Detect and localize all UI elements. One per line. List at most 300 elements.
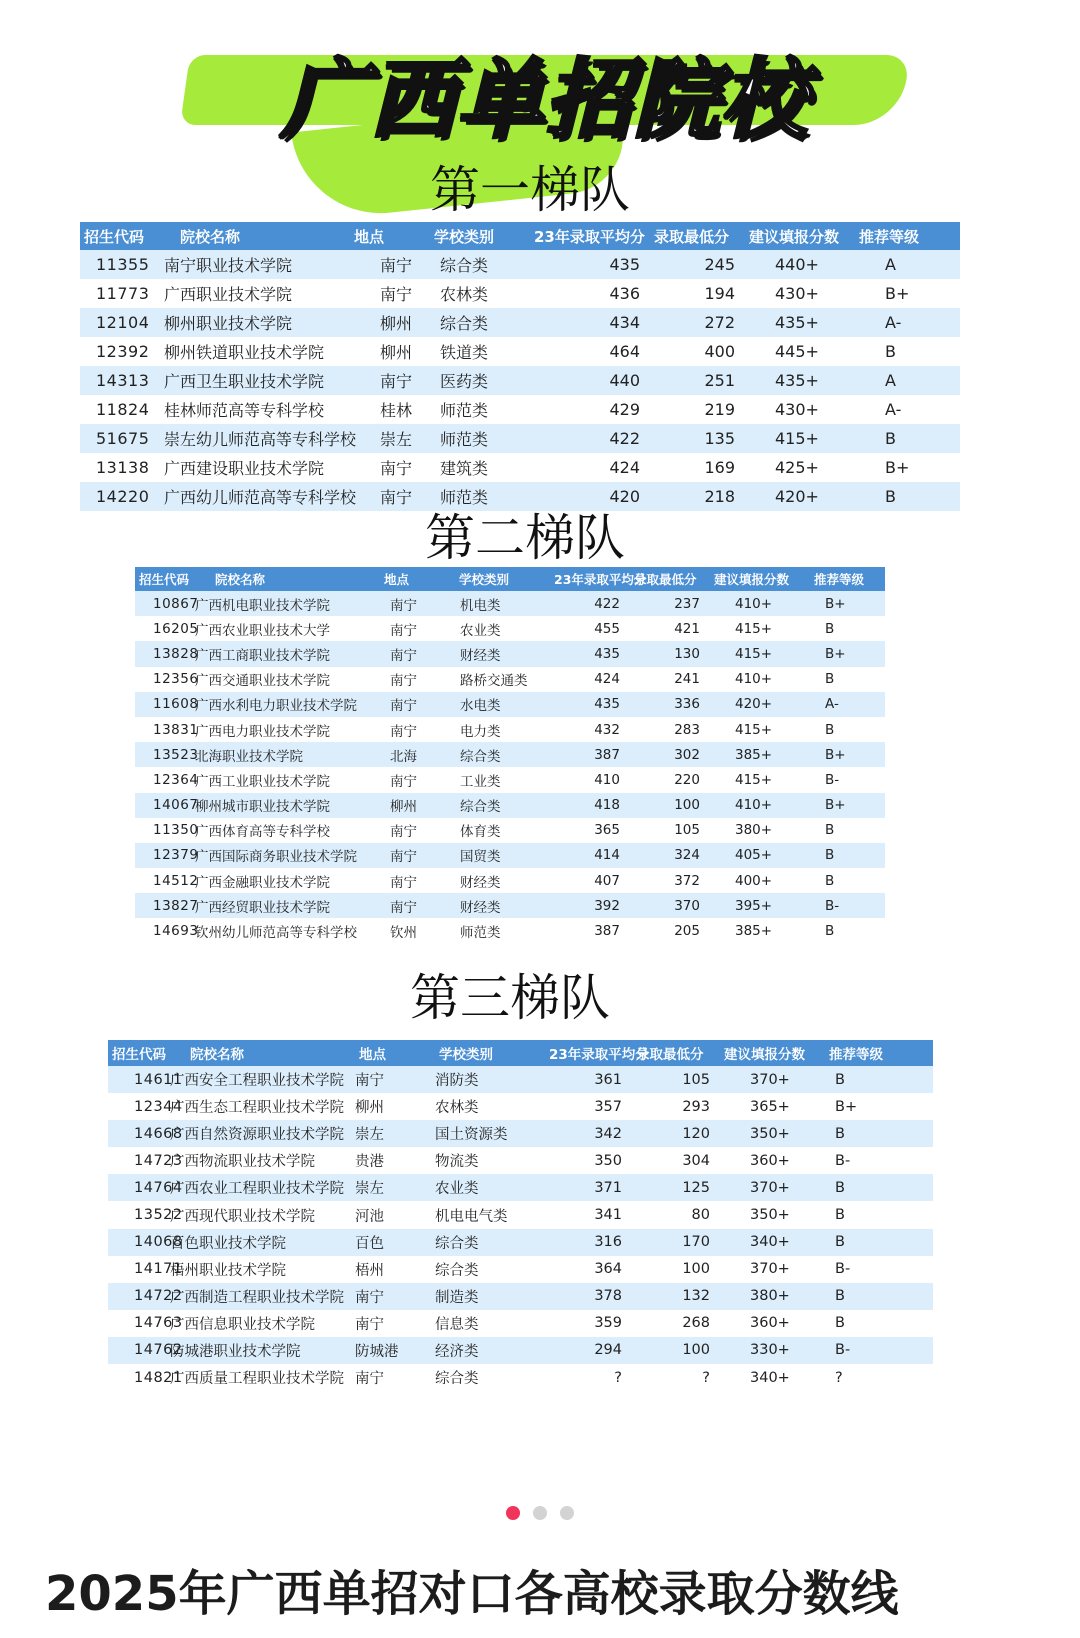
cell-min-score: 100: [674, 797, 700, 814]
cell-code: 14722: [134, 1288, 183, 1305]
cell-avg-score: ?: [614, 1369, 622, 1386]
cell-suggested-score: 415+: [735, 771, 773, 788]
cell-location: 南宁: [380, 372, 413, 391]
cell-min-score: 272: [704, 313, 735, 332]
cell-min-score: 293: [682, 1098, 710, 1115]
cell-category: 师范类: [440, 488, 489, 507]
cell-min-score: 125: [682, 1179, 710, 1196]
cell-location: 南宁: [390, 824, 417, 841]
carousel-dot-2[interactable]: [533, 1506, 547, 1520]
cell-avg-score: 407: [594, 872, 620, 889]
cell-suggested-score: 370+: [750, 1261, 790, 1278]
cell-min-score: 120: [682, 1125, 710, 1142]
cell-suggested-score: 350+: [750, 1207, 790, 1224]
cell-suggested-score: 380+: [750, 1288, 790, 1305]
cell-code: 14668: [134, 1125, 183, 1142]
cell-avg-score: 410: [594, 771, 620, 788]
cell-min-score: 302: [674, 746, 700, 763]
column-header-code: 招生代码: [84, 227, 145, 246]
cell-category: 财经类: [460, 874, 501, 891]
cell-grade: A-: [885, 313, 902, 332]
table-row: [108, 1201, 933, 1228]
cell-code: 14068: [134, 1234, 183, 1251]
cell-suggested-score: 410+: [735, 671, 773, 688]
cell-category: 信息类: [435, 1316, 479, 1333]
cell-avg-score: 371: [594, 1179, 622, 1196]
cell-suggested-score: 410+: [735, 595, 773, 612]
table-row: [80, 424, 960, 453]
cell-school-name: 广西安全工程职业技术学院: [170, 1073, 344, 1090]
cell-suggested-score: 385+: [735, 746, 773, 763]
table-row: [80, 366, 960, 395]
cell-location: 南宁: [390, 723, 417, 740]
cell-category: 电力类: [460, 723, 501, 740]
cell-location: 南宁: [390, 597, 417, 614]
cell-min-score: 304: [682, 1152, 710, 1169]
table-row: [135, 767, 885, 792]
cell-avg-score: 436: [609, 284, 640, 303]
cell-min-score: 105: [682, 1071, 710, 1088]
cell-suggested-score: 420+: [775, 487, 819, 506]
cell-min-score: 130: [674, 645, 700, 662]
cell-grade: A: [885, 371, 896, 390]
cell-avg-score: 361: [594, 1071, 622, 1088]
column-header-min-score: 录取最低分: [636, 1047, 704, 1063]
cell-category: 综合类: [435, 1262, 479, 1279]
column-header-code: 招生代码: [139, 572, 190, 587]
cell-avg-score: 422: [594, 595, 620, 612]
cell-code: 14693: [153, 923, 199, 940]
cell-location: 崇左: [355, 1181, 384, 1198]
cell-suggested-score: 435+: [775, 313, 819, 332]
cell-avg-score: 455: [594, 620, 620, 637]
column-header-school-name: 院校名称: [215, 572, 266, 587]
cell-school-name: 广西水利电力职业技术学院: [195, 698, 357, 715]
table-row: [108, 1147, 933, 1174]
table-row: [135, 742, 885, 767]
cell-location: 梧州: [355, 1262, 384, 1279]
cell-category: 制造类: [435, 1289, 479, 1306]
cell-school-name: 广西职业技术学院: [164, 285, 293, 304]
cell-min-score: 219: [704, 400, 735, 419]
cell-location: 北海: [390, 748, 417, 765]
cell-school-name: 广西机电职业技术学院: [195, 597, 330, 614]
column-header-suggested-score: 建议填报分数: [724, 1047, 805, 1063]
cell-suggested-score: 430+: [775, 284, 819, 303]
cell-grade: B+: [825, 797, 846, 814]
cell-school-name: 广西质量工程职业技术学院: [170, 1371, 344, 1388]
cell-category: 机电类: [460, 597, 501, 614]
cell-category: 国土资源类: [435, 1127, 508, 1144]
cell-school-name: 广西幼儿师范高等专科学校: [164, 488, 357, 507]
cell-code: 14512: [153, 872, 199, 889]
cell-category: 路桥交通类: [460, 673, 528, 690]
cell-suggested-score: 435+: [775, 371, 819, 390]
cell-school-name: 广西工业职业技术学院: [195, 773, 330, 790]
cell-avg-score: 341: [594, 1207, 622, 1224]
cell-suggested-score: 385+: [735, 923, 773, 940]
cell-min-score: 194: [704, 284, 735, 303]
cell-school-name: 梧州职业技术学院: [170, 1262, 286, 1279]
cell-code: 12379: [153, 847, 199, 864]
cell-location: 柳州: [380, 343, 413, 362]
table-row: [135, 692, 885, 717]
cell-suggested-score: 370+: [750, 1071, 790, 1088]
table-row: [135, 818, 885, 843]
tier-3-table: [108, 1040, 933, 1391]
cell-grade: B: [835, 1288, 845, 1305]
cell-location: 南宁: [390, 849, 417, 866]
cell-location: 贵港: [355, 1154, 384, 1171]
cell-grade: B: [835, 1207, 845, 1224]
cell-grade: B-: [825, 771, 840, 788]
cell-category: 财经类: [460, 899, 501, 916]
cell-school-name: 广西体育高等专科学校: [195, 824, 330, 841]
cell-school-name: 柳州铁道职业技术学院: [164, 343, 325, 362]
cell-avg-score: 378: [594, 1288, 622, 1305]
cell-category: 农业类: [435, 1181, 479, 1198]
table-row: [135, 918, 885, 943]
cell-avg-score: 350: [594, 1152, 622, 1169]
cell-school-name: 崇左幼儿师范高等专科学校: [164, 430, 357, 449]
cell-school-name: 广西经贸职业技术学院: [195, 899, 330, 916]
cell-school-name: 广西农业职业技术大学: [195, 622, 330, 639]
cell-min-score: 421: [674, 620, 700, 637]
column-header-min-score: 录取最低分: [654, 227, 730, 246]
cell-avg-score: 357: [594, 1098, 622, 1115]
cell-suggested-score: 445+: [775, 342, 819, 361]
cell-location: 钦州: [390, 925, 417, 942]
cell-avg-score: 359: [594, 1315, 622, 1332]
table-header: [135, 567, 885, 591]
cell-location: 桂林: [380, 401, 413, 420]
cell-avg-score: 387: [594, 746, 620, 763]
cell-suggested-score: 420+: [735, 696, 773, 713]
cell-avg-score: 435: [609, 255, 640, 274]
cell-school-name: 广西金融职业技术学院: [195, 874, 330, 891]
cell-code: 12344: [134, 1098, 183, 1115]
table-row: [135, 843, 885, 868]
column-header-grade: 推荐等级: [829, 1047, 883, 1063]
cell-avg-score: 294: [594, 1342, 622, 1359]
cell-location: 南宁: [355, 1316, 384, 1333]
table-row: [108, 1066, 933, 1093]
tier-1-title: 第一梯队: [430, 161, 630, 219]
cell-grade: B+: [825, 746, 846, 763]
cell-min-score: 336: [674, 696, 700, 713]
cell-category: 农林类: [440, 285, 489, 304]
cell-school-name: 百色职业技术学院: [170, 1235, 286, 1252]
column-header-avg-score: 23年录取平均分: [549, 1047, 649, 1063]
cell-avg-score: 432: [594, 721, 620, 738]
cell-min-score: 372: [674, 872, 700, 889]
cell-location: 南宁: [390, 773, 417, 790]
cell-suggested-score: 410+: [735, 797, 773, 814]
column-header-location: 地点: [359, 1047, 386, 1063]
cell-school-name: 广西农业工程职业技术学院: [170, 1181, 344, 1198]
column-header-grade: 推荐等级: [859, 227, 920, 246]
cell-avg-score: 424: [594, 671, 620, 688]
cell-school-name: 广西卫生职业技术学院: [164, 372, 325, 391]
cell-suggested-score: 360+: [750, 1152, 790, 1169]
cell-grade: B: [825, 721, 835, 738]
cell-avg-score: 364: [594, 1261, 622, 1278]
cell-school-name: 广西制造工程职业技术学院: [170, 1289, 344, 1306]
cell-code: 14313: [96, 371, 150, 390]
cell-min-score: 370: [674, 897, 700, 914]
cell-grade: B: [835, 1071, 845, 1088]
cell-min-score: 132: [682, 1288, 710, 1305]
cell-category: 经济类: [435, 1343, 479, 1360]
table-row: [80, 453, 960, 482]
cell-code: 51675: [96, 429, 150, 448]
cell-category: 综合类: [460, 799, 501, 816]
cell-grade: B-: [835, 1152, 851, 1169]
cell-grade: B: [885, 429, 896, 448]
tier-3-title: 第三梯队: [410, 969, 610, 1027]
cell-avg-score: 422: [609, 429, 640, 448]
cell-code: 14611: [134, 1071, 183, 1088]
table-row: [135, 641, 885, 666]
cell-grade: B: [835, 1315, 845, 1332]
cell-grade: B: [835, 1125, 845, 1142]
cell-min-score: 241: [674, 671, 700, 688]
cell-grade: B: [825, 822, 835, 839]
column-header-avg-score: 23年录取平均分: [534, 227, 645, 246]
column-header-code: 招生代码: [112, 1047, 166, 1063]
column-header-min-score: 录取最低分: [634, 572, 697, 587]
cell-location: 南宁: [380, 285, 413, 304]
cell-min-score: 80: [691, 1207, 710, 1224]
table-row: [135, 893, 885, 918]
cell-min-score: ?: [702, 1369, 710, 1386]
cell-grade: B+: [825, 595, 846, 612]
cell-code: 11350: [153, 822, 199, 839]
cell-grade: B-: [835, 1261, 851, 1278]
cell-code: 12392: [96, 342, 150, 361]
cell-category: 综合类: [435, 1235, 479, 1252]
tier-1-table: [80, 222, 960, 511]
cell-suggested-score: 330+: [750, 1342, 790, 1359]
cell-school-name: 柳州城市职业技术学院: [195, 799, 330, 816]
cell-school-name: 广西生态工程职业技术学院: [170, 1100, 344, 1117]
cell-suggested-score: 365+: [750, 1098, 790, 1115]
cell-school-name: 南宁职业技术学院: [164, 256, 293, 275]
column-header-category: 学校类别: [439, 1047, 493, 1063]
cell-school-name: 钦州幼儿师范高等专科学校: [195, 925, 357, 942]
cell-school-name: 广西物流职业技术学院: [170, 1154, 315, 1171]
cell-grade: B: [825, 671, 835, 688]
cell-grade: B: [835, 1234, 845, 1251]
cell-category: 物流类: [435, 1154, 479, 1171]
cell-avg-score: 342: [594, 1125, 622, 1142]
cell-location: 柳州: [355, 1100, 384, 1117]
cell-category: 体育类: [460, 824, 501, 841]
cell-avg-score: 414: [594, 847, 620, 864]
cell-suggested-score: 370+: [750, 1179, 790, 1196]
table-row: [135, 868, 885, 893]
cell-avg-score: 424: [609, 458, 640, 477]
cell-suggested-score: 395+: [735, 897, 773, 914]
cell-grade: A: [885, 255, 896, 274]
cell-code: 13138: [96, 458, 150, 477]
cell-category: 师范类: [440, 430, 489, 449]
cell-school-name: 柳州职业技术学院: [164, 314, 293, 333]
cell-location: 柳州: [390, 799, 417, 816]
table-header: [108, 1040, 933, 1066]
cell-school-name: 桂林师范高等专科学校: [164, 401, 325, 420]
cell-min-score: 245: [704, 255, 735, 274]
carousel-dot-1[interactable]: [506, 1506, 520, 1520]
cell-category: 农林类: [435, 1100, 479, 1117]
cell-code: 14723: [134, 1152, 183, 1169]
cell-category: 水电类: [460, 698, 501, 715]
banner-title: 广西单招院校: [281, 50, 809, 150]
cell-suggested-score: 360+: [750, 1315, 790, 1332]
cell-grade: B: [825, 620, 835, 637]
cell-category: 财经类: [460, 647, 501, 664]
cell-code: 14762: [134, 1342, 183, 1359]
table-row: [135, 591, 885, 616]
cell-grade: B: [835, 1179, 845, 1196]
cell-location: 河池: [355, 1208, 384, 1225]
cell-suggested-score: 405+: [735, 847, 773, 864]
cell-avg-score: 464: [609, 342, 640, 361]
cell-location: 南宁: [355, 1371, 384, 1388]
cell-code: 14763: [134, 1315, 183, 1332]
cell-avg-score: 435: [594, 645, 620, 662]
cell-suggested-score: 425+: [775, 458, 819, 477]
cell-code: 12104: [96, 313, 150, 332]
cell-min-score: 218: [704, 487, 735, 506]
cell-code: 13828: [153, 645, 199, 662]
cell-code: 16205: [153, 620, 199, 637]
cell-category: 综合类: [440, 256, 489, 275]
cell-code: 14171: [134, 1261, 183, 1278]
cell-suggested-score: 415+: [735, 645, 773, 662]
cell-grade: B: [825, 847, 835, 864]
cell-code: 14821: [134, 1369, 183, 1386]
table-row: [135, 793, 885, 818]
cell-min-score: 100: [682, 1261, 710, 1278]
table-row: [108, 1337, 933, 1364]
cell-min-score: 205: [674, 923, 700, 940]
cell-category: 消防类: [435, 1073, 479, 1090]
cell-avg-score: 365: [594, 822, 620, 839]
column-header-suggested-score: 建议填报分数: [749, 227, 840, 246]
cell-suggested-score: 415+: [735, 620, 773, 637]
cell-grade: B-: [825, 897, 840, 914]
cell-code: 14220: [96, 487, 150, 506]
cell-school-name: 广西自然资源职业技术学院: [170, 1127, 344, 1144]
cell-suggested-score: 340+: [750, 1369, 790, 1386]
cell-min-score: 105: [674, 822, 700, 839]
cell-avg-score: 440: [609, 371, 640, 390]
column-header-category: 学校类别: [459, 572, 510, 587]
cell-category: 综合类: [460, 748, 501, 765]
cell-category: 工业类: [460, 773, 501, 790]
table-row: [108, 1364, 933, 1391]
cell-min-score: 324: [674, 847, 700, 864]
cell-avg-score: 435: [594, 696, 620, 713]
cell-avg-score: 316: [594, 1234, 622, 1251]
cell-location: 南宁: [355, 1289, 384, 1306]
column-header-grade: 推荐等级: [814, 572, 865, 587]
cell-suggested-score: 380+: [735, 822, 773, 839]
cell-category: 铁道类: [440, 343, 489, 362]
carousel-dot-3[interactable]: [560, 1506, 574, 1520]
cell-min-score: 169: [704, 458, 735, 477]
cell-category: 农业类: [460, 622, 501, 639]
cell-category: 师范类: [440, 401, 489, 420]
cell-category: 机电电气类: [435, 1208, 508, 1225]
post-caption: 2025年广西单招对口各高校录取分数线: [45, 1566, 899, 1622]
cell-avg-score: 387: [594, 923, 620, 940]
cell-school-name: 广西国际商务职业技术学院: [195, 849, 357, 866]
cell-code: 11824: [96, 400, 150, 419]
table-row: [80, 279, 960, 308]
cell-suggested-score: 430+: [775, 400, 819, 419]
cell-avg-score: 420: [609, 487, 640, 506]
cell-code: 12364: [153, 771, 199, 788]
cell-suggested-score: 415+: [735, 721, 773, 738]
cell-school-name: 广西交通职业技术学院: [195, 673, 330, 690]
cell-avg-score: 418: [594, 797, 620, 814]
table-row: [135, 667, 885, 692]
cell-min-score: 268: [682, 1315, 710, 1332]
table-row: [108, 1283, 933, 1310]
cell-school-name: 广西建设职业技术学院: [164, 459, 325, 478]
cell-location: 崇左: [380, 430, 413, 449]
cell-school-name: 防城港职业技术学院: [170, 1343, 301, 1360]
cell-location: 南宁: [390, 698, 417, 715]
cell-grade: A-: [885, 400, 902, 419]
cell-suggested-score: 340+: [750, 1234, 790, 1251]
cell-grade: A-: [825, 696, 839, 713]
cell-min-score: 237: [674, 595, 700, 612]
column-header-school-name: 院校名称: [180, 227, 241, 246]
cell-code: 11608: [153, 696, 199, 713]
cell-avg-score: 429: [609, 400, 640, 419]
cell-school-name: 广西工商职业技术学院: [195, 647, 330, 664]
carousel-indicator[interactable]: [0, 1505, 1080, 1525]
table-row: [80, 395, 960, 424]
cell-grade: B+: [885, 284, 910, 303]
cell-code: 13523: [153, 746, 199, 763]
cell-min-score: 283: [674, 721, 700, 738]
cell-suggested-score: 400+: [735, 872, 773, 889]
cell-grade: B+: [825, 645, 846, 662]
banner: [185, 45, 905, 165]
cell-category: 国贸类: [460, 849, 501, 866]
cell-min-score: 135: [704, 429, 735, 448]
cell-code: 10867: [153, 595, 199, 612]
column-header-avg-score: 23年录取平均分: [554, 572, 647, 587]
cell-location: 崇左: [355, 1127, 384, 1144]
table-row: [108, 1174, 933, 1201]
cell-category: 师范类: [460, 925, 501, 942]
cell-grade: B: [885, 487, 896, 506]
table-row: [108, 1256, 933, 1283]
cell-location: 百色: [355, 1235, 384, 1252]
table-row: [108, 1310, 933, 1337]
cell-location: 南宁: [355, 1073, 384, 1090]
cell-min-score: 220: [674, 771, 700, 788]
cell-min-score: 400: [704, 342, 735, 361]
cell-code: 14764: [134, 1179, 183, 1196]
cell-code: 11773: [96, 284, 150, 303]
column-header-location: 地点: [384, 572, 410, 587]
